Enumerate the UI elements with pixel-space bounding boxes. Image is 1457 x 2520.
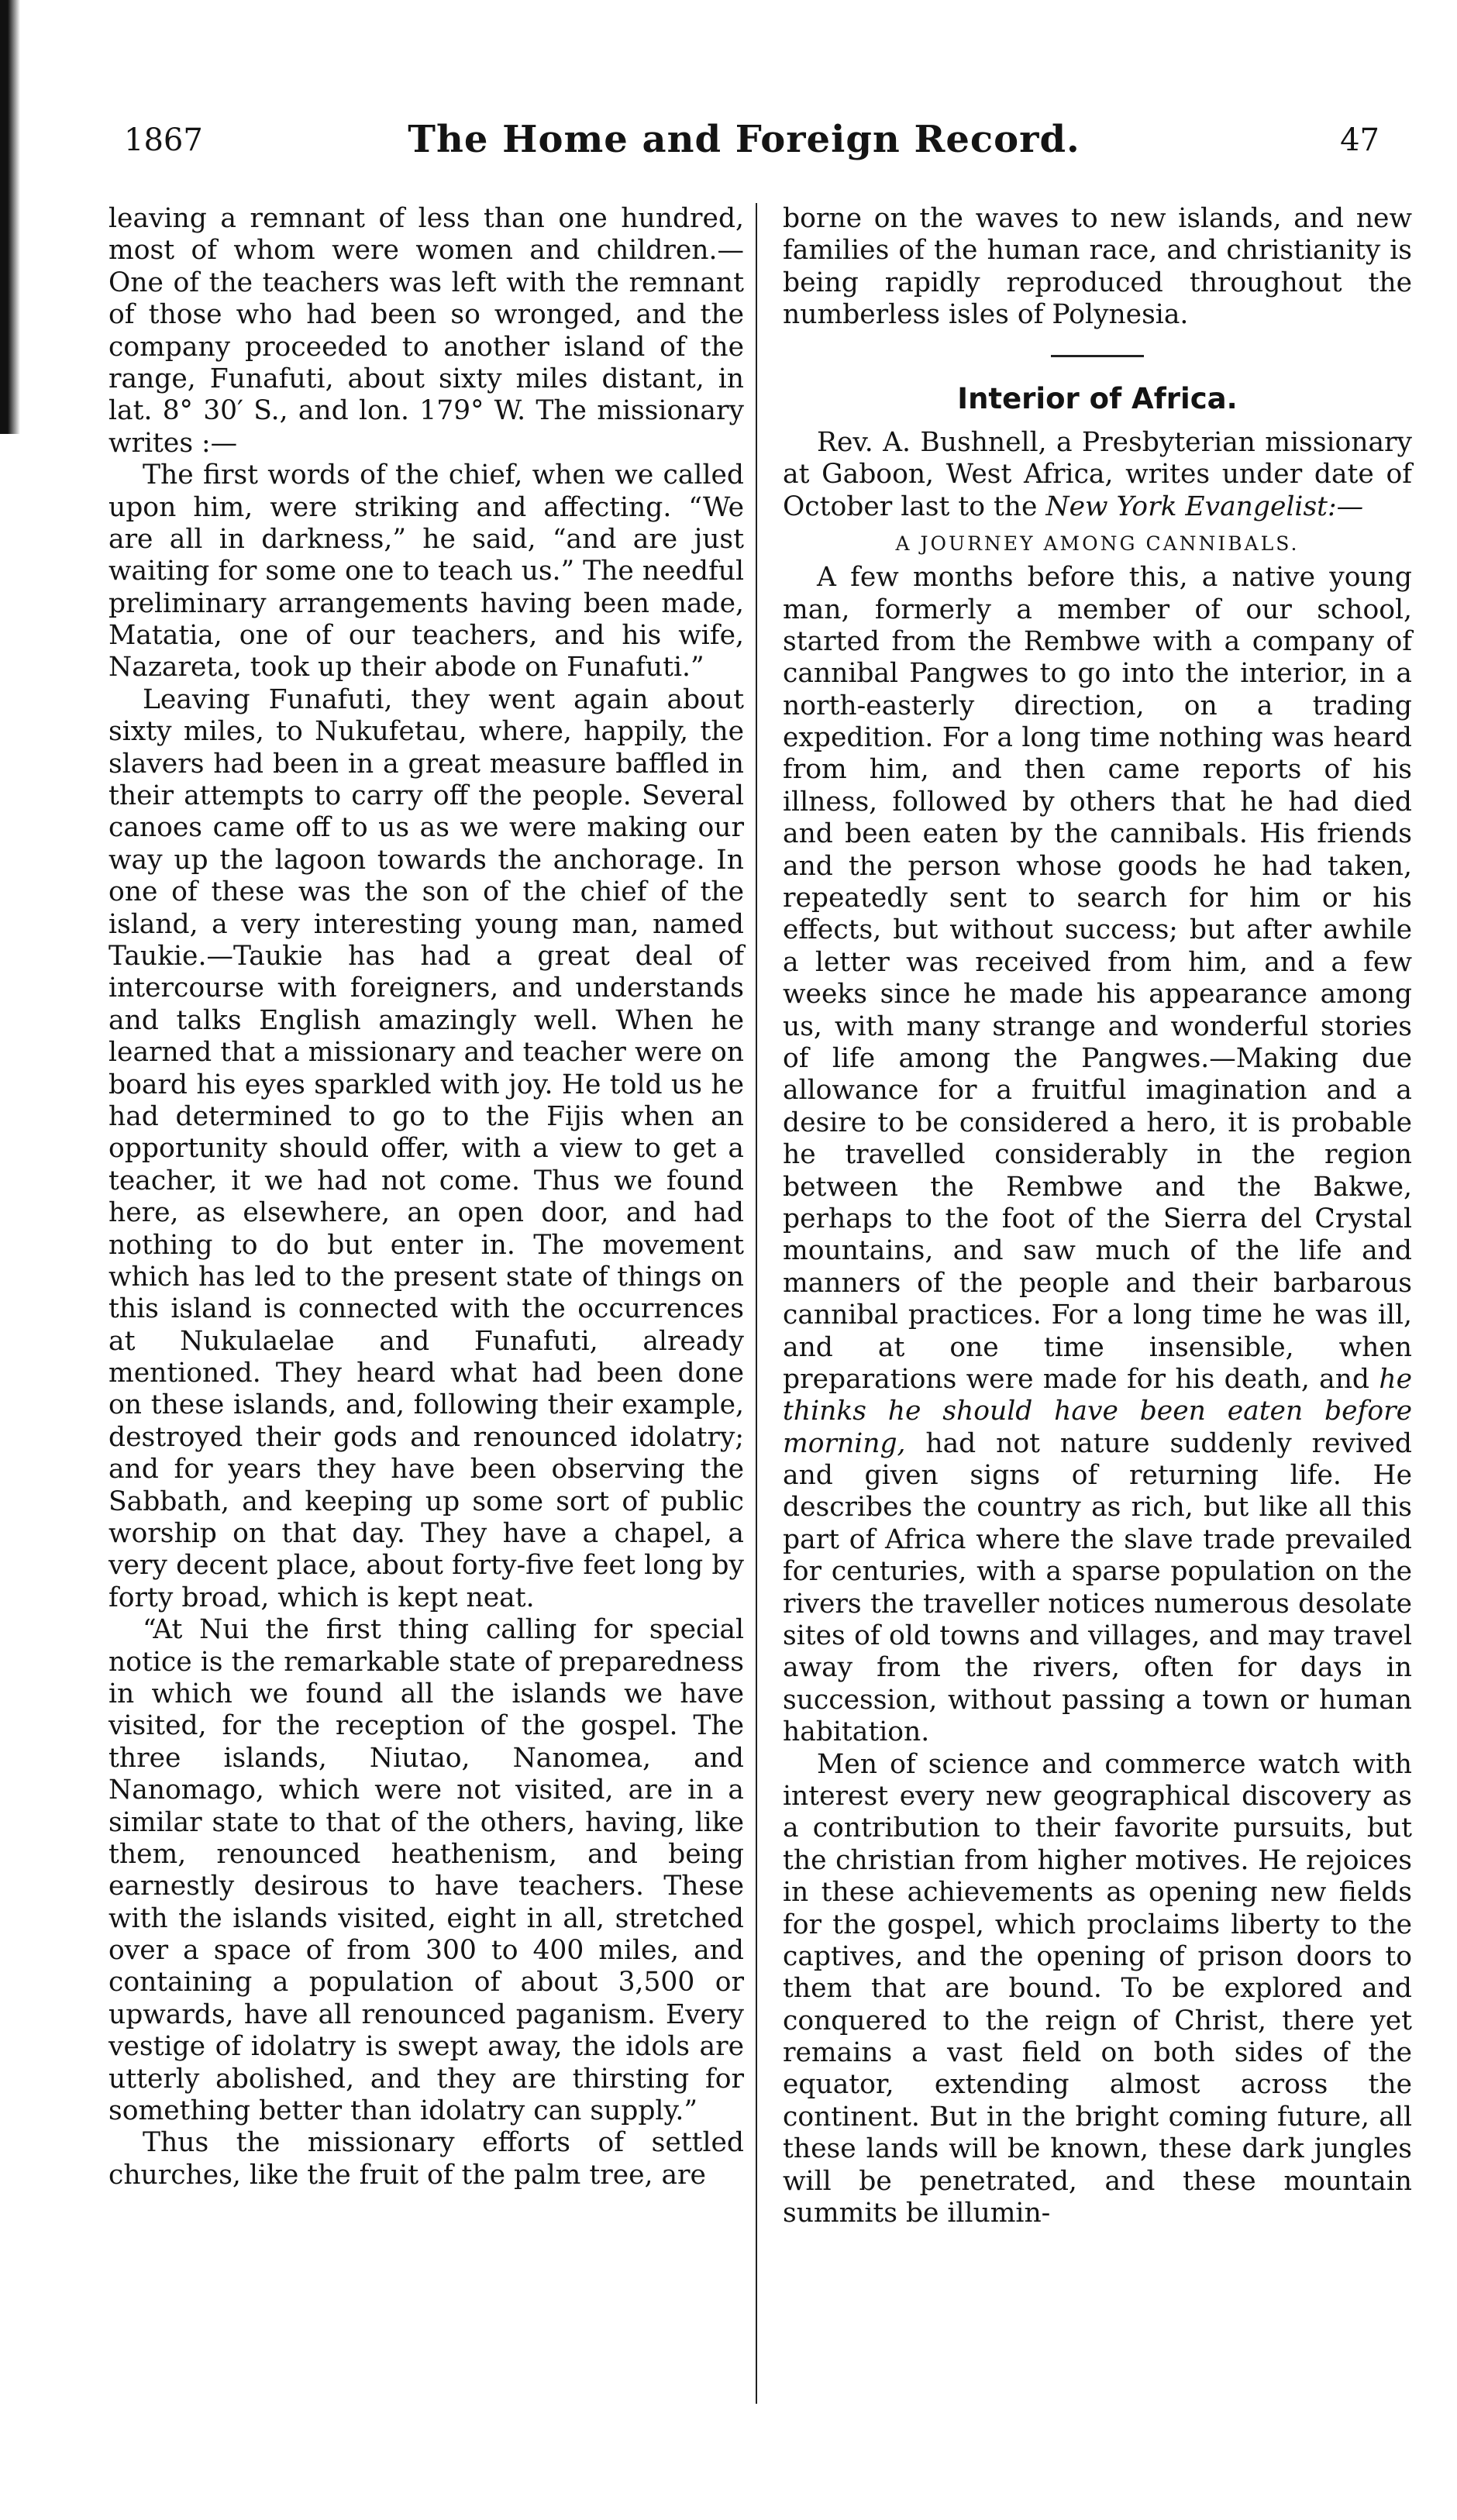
right-paragraph-3: Men of science and commerce watch with interest every new geographical discovery as a contribution to their favorite pursuits, but the christian from higher motives. He rejoices in these achievements as opening new fields for the gospel, which proclaims liberty to the captives, and the opening of prison doors to them that are bound. To be explored and conquered to the reign of Christ, there yet remains a vast field on both sides of the equator, extending almost across the continent. But in the bright coming future, all these lands will be known, these dark jungles will be penetrated, and these mountain summits be illumin- — [783, 1748, 1412, 2229]
left-paragraph-2: The first words of the chief, when we called upon him, were striking and affecting. “We are all in darkness,” he said, “and are just waiting for some one to teach us.” The needful preliminary arrangements having been made, Matatia, one of our teachers, and his wife, Nazareta, took up their abode on Funafuti.” — [108, 460, 744, 683]
right-column — [783, 203, 1412, 2229]
intro-italic-text: New York Evangelist:— — [1045, 491, 1364, 522]
right-paragraph-2-part-1: A few months before this, a native young man, formerly a member of our school, started from the Rembwe with a company of cannibal Pangwes to go into the interior, in a north-easterly direction, on a trading expedition. For a long time nothing was heard from him, and then came reports of his illness, followed by others that he had died and been eaten by the cannibals. His friends and the person whose goods he had taken, repeatedly sent to search for him or his effects, but without success; but after awhile a letter was received from him, and a few weeks since he made his appearance among us, with many strange and wonderful stories of life among the Pangwes.—Making due allowance for a fruitful imagination and a desire to be considered a hero, it is probable he travelled considerably in the region between the Rembwe and the Bakwe, perhaps to the foot of the Sierra del Crystal mountains, and saw much of the life and manners of the people and their barbarous cannibal practices. For a long time he was ill, and at one time insensible, when preparations were made for his death, and — [783, 562, 1412, 1395]
intro-text: Rev. A. Bushnell, a Presbyterian missionary at Gaboon, West Africa, writes under date of October last to the — [783, 426, 1412, 522]
left-paragraph-4: “At Nui the first thing calling for special notice is the remarkable state of preparedness in which we found all the islands we have visited, for the reception of the gospel. The three islands, Niutao, Nanomea, and Nanomago, which were not visited, are in a similar state to that of the others, having, like them, renounced heathenism, and being earnestly desirous to have teachers. These with the islands visited, eight in all, stretched over a space of from 300 to 400 miles, and containing a population of about 3,500 or upwards, have all renounced paganism. Every vestige of idolatry is swept away, the idols are utterly abolished, and they are thirsting for something better than idolatry can supply.” — [108, 1614, 744, 2127]
header-page-number: 47 — [1340, 122, 1380, 158]
column-divider — [756, 203, 757, 2404]
right-paragraph-2 — [783, 562, 1412, 1748]
header-year: 1867 — [124, 122, 203, 158]
page-binding-edge — [0, 0, 20, 434]
right-paragraph-1: borne on the waves to new islands, and new families of the human race, and christianity is being rapidly reproduced throughout the numberless isles of Polynesia. — [783, 203, 1412, 331]
header-title: The Home and Foreign Record. — [408, 118, 1080, 161]
intro-paragraph — [783, 427, 1412, 523]
left-paragraph-5: Thus the missionary efforts of settled churches, like the fruit of the palm tree, are — [108, 2127, 744, 2191]
right-paragraph-2-part-2: had not nature suddenly revived and given signs of returning life. He describes the country as rich, but like all this part of Africa where the slave trade prevailed for centuries, with a sparse population on the rivers the traveller notices numerous desolate sites of old towns and villages, and may travel away from the rivers, often for days in succession, without passing a town or human habitation. — [783, 1427, 1412, 1748]
left-column — [108, 203, 744, 2191]
left-paragraph-1: leaving a remnant of less than one hundred, most of whom were women and children.—One of the teachers was left with the remnant of those who had been so wronged, and the company proceeded to another island of the range, Funafuti, about sixty miles distant, in lat. 8° 30′ S., and lon. 179° W. The missionary writes :— — [108, 203, 744, 459]
article-subheading: A JOURNEY AMONG CANNIBALS. — [895, 532, 1300, 556]
section-separator-rule — [1051, 355, 1144, 357]
page-header — [108, 116, 1380, 186]
left-paragraph-3: Leaving Funafuti, they went again about sixty miles, to Nukufetau, where, happily, the slavers had been in a great measure baffled in their attempts to carry off the people. Several canoes came off to us as we were making our way up the lagoon towards the anchorage. In one of these was the son of the chief of the island, a very interesting young man, named Taukie.—Taukie has had a great deal of intercourse with foreigners, and understands and talks English amazingly well. When he learned that a missionary and teacher were on board his eyes sparkled with joy. He told us he had determined to go to the Fijis when an opportunity should offer, with a view to get a teacher, it we had not come. Thus we found here, as elsewhere, an open door, and had nothing to do but enter in. The movement which has led to the present state of things on this island is connected with the occurrences at Nukulaelae and Funafuti, already mentioned. They heard what had been done on these islands, and, following their example, destroyed their gods and renounced idolatry; and for years they have been observing the Sabbath, and keeping up some sort of public worship on that day. They have a chapel, a very decent place, about forty-five feet long by forty broad, which is kept neat. — [108, 683, 744, 1613]
right-paragraph-2-italic: he thinks he should have been eaten before morning, — [783, 1363, 1413, 1459]
section-title: Interior of Africa. — [957, 381, 1238, 415]
